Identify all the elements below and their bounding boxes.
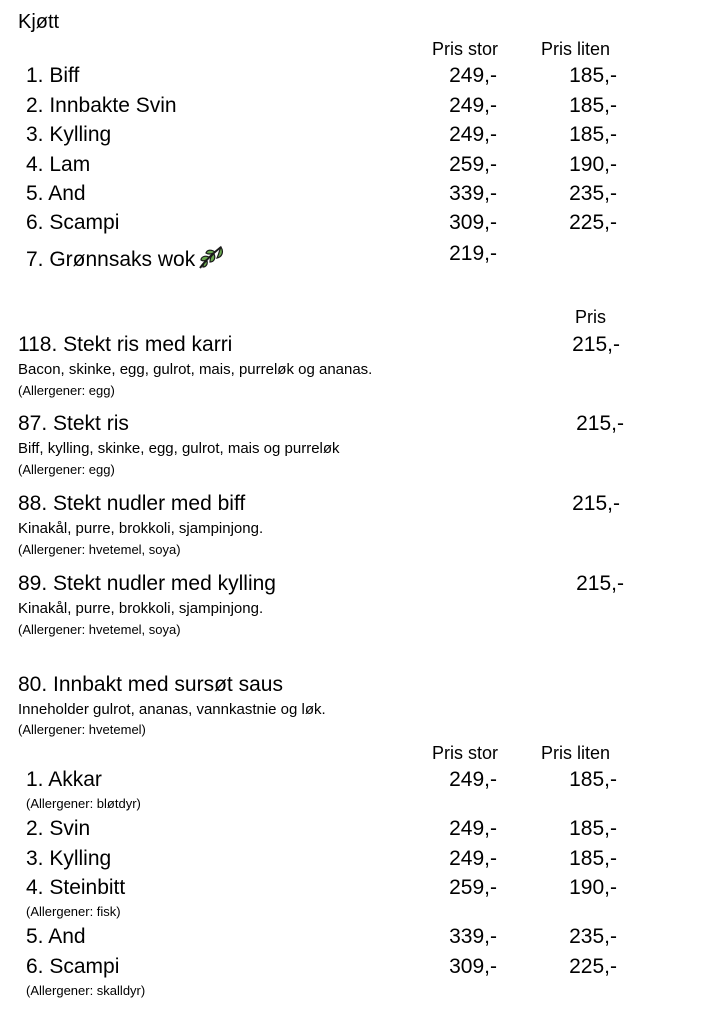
dish-name: 89. Stekt nudler med kylling	[18, 572, 276, 595]
menu-item	[0, 875, 719, 903]
item-name: 3. Kylling	[26, 123, 112, 146]
dish-price: 215,-	[572, 333, 620, 356]
menu-item	[0, 152, 719, 180]
column-header-pris-stor: Pris stor	[432, 743, 499, 763]
item-price-stor: 259,-	[449, 876, 497, 899]
dish-price: 215,-	[576, 572, 624, 595]
menu-item	[0, 954, 719, 982]
item-price-liten: 185,-	[569, 94, 617, 117]
section-title-kjott: Kjøtt	[18, 11, 60, 33]
menu-item	[0, 122, 719, 150]
dish-description: Kinakål, purre, brokkoli, sjampinjong.	[18, 600, 264, 617]
menu-item	[0, 93, 719, 121]
item-name: 1. Biff	[26, 64, 80, 87]
item-price-stor: 249,-	[449, 847, 497, 870]
item-price-stor: 249,-	[449, 123, 497, 146]
item-price-liten: 225,-	[569, 955, 617, 978]
item-name: 4. Steinbitt	[26, 876, 126, 899]
item-price-liten: 235,-	[569, 925, 617, 948]
item-price-stor: 249,-	[449, 94, 497, 117]
section-description: Inneholder gulrot, ananas, vannkastnie og løk.	[18, 701, 326, 718]
item-price-liten: 190,-	[569, 876, 617, 899]
item-price-stor: 249,-	[449, 817, 497, 840]
item-allergens: (Allergener: skalldyr)	[26, 983, 146, 998]
menu-item	[0, 181, 719, 209]
dish-price: 215,-	[576, 412, 624, 435]
item-price-liten: 235,-	[569, 182, 617, 205]
dish-name: 118. Stekt ris med karri	[18, 333, 233, 356]
menu-item	[0, 210, 719, 238]
item-price-liten: 185,-	[569, 123, 617, 146]
green-leaf-icon	[197, 243, 225, 278]
dish-block	[0, 491, 719, 561]
item-price-liten: 185,-	[569, 817, 617, 840]
item-allergens: (Allergener: bløtdyr)	[26, 796, 141, 811]
column-header-pris: Pris	[575, 307, 606, 327]
item-name: 7. Grønnsaks wok	[26, 248, 196, 272]
column-header-pris-liten: Pris liten	[541, 743, 611, 763]
item-allergens: (Allergener: fisk)	[26, 904, 121, 919]
item-price-liten: 190,-	[569, 153, 617, 176]
item-name: 1. Akkar	[26, 768, 102, 791]
item-price-stor: 249,-	[449, 64, 497, 87]
item-price-stor: 309,-	[449, 955, 497, 978]
dish-allergens: (Allergener: egg)	[18, 383, 115, 398]
menu-item	[0, 846, 719, 874]
item-price-stor: 249,-	[449, 768, 497, 791]
dish-description: Biff, kylling, skinke, egg, gulrot, mais og purreløk	[18, 440, 340, 457]
dish-block	[0, 411, 719, 481]
item-price-liten: 225,-	[569, 211, 617, 234]
item-name: 5. And	[26, 182, 86, 205]
dish-name: 88. Stekt nudler med biff	[18, 492, 246, 515]
item-price-stor: 219,-	[449, 242, 497, 265]
section-allergens: (Allergener: hvetemel)	[18, 722, 146, 737]
dish-block	[0, 571, 719, 641]
column-header-pris-liten: Pris liten	[541, 39, 611, 59]
dish-allergens: (Allergener: egg)	[18, 462, 115, 477]
column-header-pris-stor: Pris stor	[432, 39, 499, 59]
menu-item	[0, 767, 719, 795]
item-name: 2. Svin	[26, 817, 91, 840]
item-price-stor: 339,-	[449, 925, 497, 948]
item-name: 3. Kylling	[26, 847, 112, 870]
menu-item	[0, 63, 719, 91]
item-name: 6. Scampi	[26, 211, 120, 234]
dish-description: Kinakål, purre, brokkoli, sjampinjong.	[18, 520, 264, 537]
dish-description: Bacon, skinke, egg, gulrot, mais, purreløk og ananas.	[18, 361, 373, 378]
item-name-wrap	[26, 243, 225, 278]
dish-block	[0, 332, 719, 402]
menu-item	[0, 816, 719, 844]
item-name: 2. Innbakte Svin	[26, 94, 177, 117]
dish-price: 215,-	[572, 492, 620, 515]
dish-allergens: (Allergener: hvetemel, soya)	[18, 622, 181, 637]
item-price-liten: 185,-	[569, 768, 617, 791]
item-name: 5. And	[26, 925, 86, 948]
section-title-sursot: 80. Innbakt med sursøt saus	[18, 673, 283, 696]
item-price-stor: 339,-	[449, 182, 497, 205]
item-name: 6. Scampi	[26, 955, 120, 978]
menu-item	[0, 924, 719, 952]
item-price-stor: 259,-	[449, 153, 497, 176]
item-price-stor: 309,-	[449, 211, 497, 234]
menu-item	[0, 241, 719, 271]
item-name: 4. Lam	[26, 153, 91, 176]
item-price-liten: 185,-	[569, 64, 617, 87]
dish-name: 87. Stekt ris	[18, 412, 129, 435]
dish-allergens: (Allergener: hvetemel, soya)	[18, 542, 181, 557]
item-price-liten: 185,-	[569, 847, 617, 870]
